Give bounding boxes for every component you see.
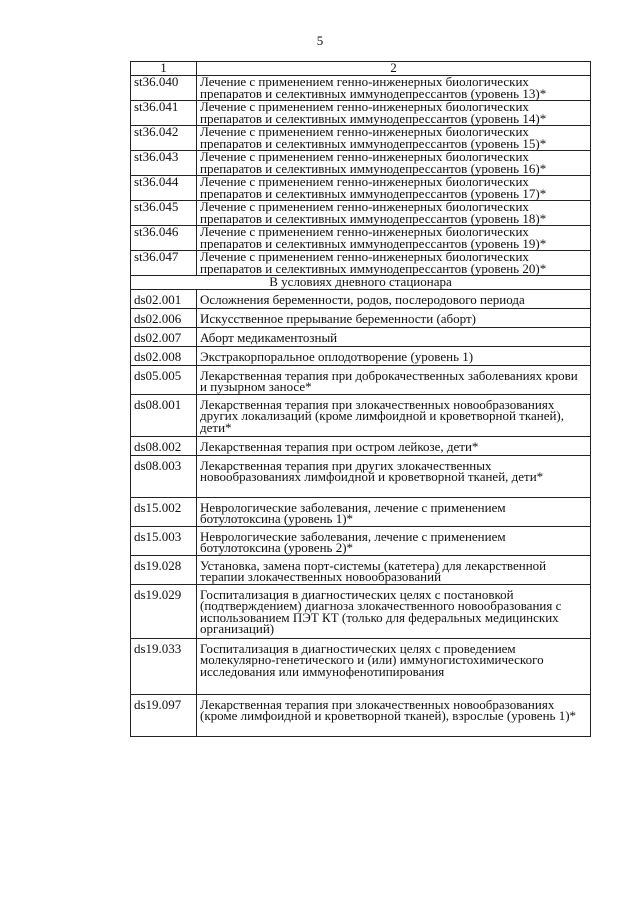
- row-code: ds02.007: [131, 327, 197, 346]
- table-row: [131, 526, 591, 555]
- row-description: Экстракорпоральное оплодотворение (уровень 1): [197, 346, 591, 365]
- row-description: Лечение с применением генно-инженерных биологических препаратов и селективных иммунодепрессантов (уровень 20)*: [197, 251, 591, 276]
- row-code: ds02.006: [131, 308, 197, 327]
- row-description: Аборт медикаментозный: [197, 327, 591, 346]
- table-row: [131, 455, 591, 497]
- row-description: Осложнения беременности, родов, послеродового периода: [197, 289, 591, 308]
- table-row: [131, 151, 591, 176]
- column-header-2: 2: [197, 62, 591, 76]
- table-row: [131, 226, 591, 251]
- table-row: [131, 638, 591, 694]
- table-row: [131, 436, 591, 455]
- row-code: st36.042: [131, 126, 197, 151]
- row-description: Госпитализация в диагностических целях с постановкой (подтверждением) диагноза злокачественного новообразования с использованием ПЭТ КТ (только для федеральных медицинских организаций): [197, 584, 591, 638]
- row-code: st36.047: [131, 251, 197, 276]
- table-row: [131, 555, 591, 584]
- table-row: [131, 289, 591, 308]
- row-description: Лечение с применением генно-инженерных биологических препаратов и селективных иммунодепрессантов (уровень 17)*: [197, 176, 591, 201]
- row-code: ds19.097: [131, 694, 197, 736]
- row-description: Лечение с применением генно-инженерных биологических препаратов и селективных иммунодепрессантов (уровень 13)*: [197, 76, 591, 101]
- table-row: [131, 308, 591, 327]
- row-code: st36.044: [131, 176, 197, 201]
- table-row: [131, 201, 591, 226]
- row-code: ds08.003: [131, 455, 197, 497]
- section-row: [131, 276, 591, 290]
- row-description: Лечение с применением генно-инженерных биологических препаратов и селективных иммунодепрессантов (уровень 14)*: [197, 101, 591, 126]
- table-row: [131, 694, 591, 736]
- row-description: Лечение с применением генно-инженерных биологических препаратов и селективных иммунодепрессантов (уровень 15)*: [197, 126, 591, 151]
- row-code: ds08.002: [131, 436, 197, 455]
- column-header-1: 1: [131, 62, 197, 76]
- row-code: ds08.001: [131, 394, 197, 436]
- row-description: Лечение с применением генно-инженерных биологических препаратов и селективных иммунодепрессантов (уровень 19)*: [197, 226, 591, 251]
- table-row: [131, 365, 591, 394]
- page-number: 5: [316, 33, 324, 48]
- table-row: [131, 346, 591, 365]
- row-description: Лекарственная терапия при других злокачественных новообразованиях лимфоидной и кроветворной тканей, дети*: [197, 455, 591, 497]
- row-code: ds02.001: [131, 289, 197, 308]
- row-description: Неврологические заболевания, лечение с применением ботулотоксина (уровень 2)*: [197, 526, 591, 555]
- table-row: [131, 126, 591, 151]
- row-code: ds19.029: [131, 584, 197, 638]
- row-code: ds05.005: [131, 365, 197, 394]
- row-description: Лекарственная терапия при злокачественных новообразованиях (кроме лимфоидной и кроветворной тканей), взрослые (уровень 1)*: [197, 694, 591, 736]
- row-description: Установка, замена порт-системы (катетера) для лекарственной терапии злокачественных новообразований: [197, 555, 591, 584]
- tariff-table: [130, 61, 591, 737]
- row-code: st36.046: [131, 226, 197, 251]
- row-code: st36.041: [131, 101, 197, 126]
- row-description: Лекарственная терапия при доброкачественных заболеваниях крови и пузырном заносе*: [197, 365, 591, 394]
- row-description: Лекарственная терапия при злокачественных новообразованиях других локализаций (кроме лимфоидной и кроветворной тканей), дети*: [197, 394, 591, 436]
- row-description: Лечение с применением генно-инженерных биологических препаратов и селективных иммунодепрессантов (уровень 18)*: [197, 201, 591, 226]
- row-description: Лечение с применением генно-инженерных биологических препаратов и селективных иммунодепрессантов (уровень 16)*: [197, 151, 591, 176]
- row-code: st36.043: [131, 151, 197, 176]
- row-code: ds19.028: [131, 555, 197, 584]
- row-code: st36.040: [131, 76, 197, 101]
- table-row: [131, 76, 591, 101]
- table-row: [131, 101, 591, 126]
- table-row: [131, 584, 591, 638]
- table-row: [131, 251, 591, 276]
- row-code: ds15.002: [131, 497, 197, 526]
- table-row: [131, 394, 591, 436]
- row-description: Искусственное прерывание беременности (аборт): [197, 308, 591, 327]
- row-description: Неврологические заболевания, лечение с применением ботулотоксина (уровень 1)*: [197, 497, 591, 526]
- row-code: ds02.008: [131, 346, 197, 365]
- table-row: [131, 327, 591, 346]
- row-code: ds19.033: [131, 638, 197, 694]
- row-description: Госпитализация в диагностических целях с проведением молекулярно-генетического и (или) иммуногистохимического исследования или иммунофенотипирования: [197, 638, 591, 694]
- row-code: st36.045: [131, 201, 197, 226]
- row-code: ds15.003: [131, 526, 197, 555]
- table-row: [131, 497, 591, 526]
- table-row: [131, 176, 591, 201]
- section-title: В условиях дневного стационара: [131, 276, 591, 290]
- row-description: Лекарственная терапия при остром лейкозе, дети*: [197, 436, 591, 455]
